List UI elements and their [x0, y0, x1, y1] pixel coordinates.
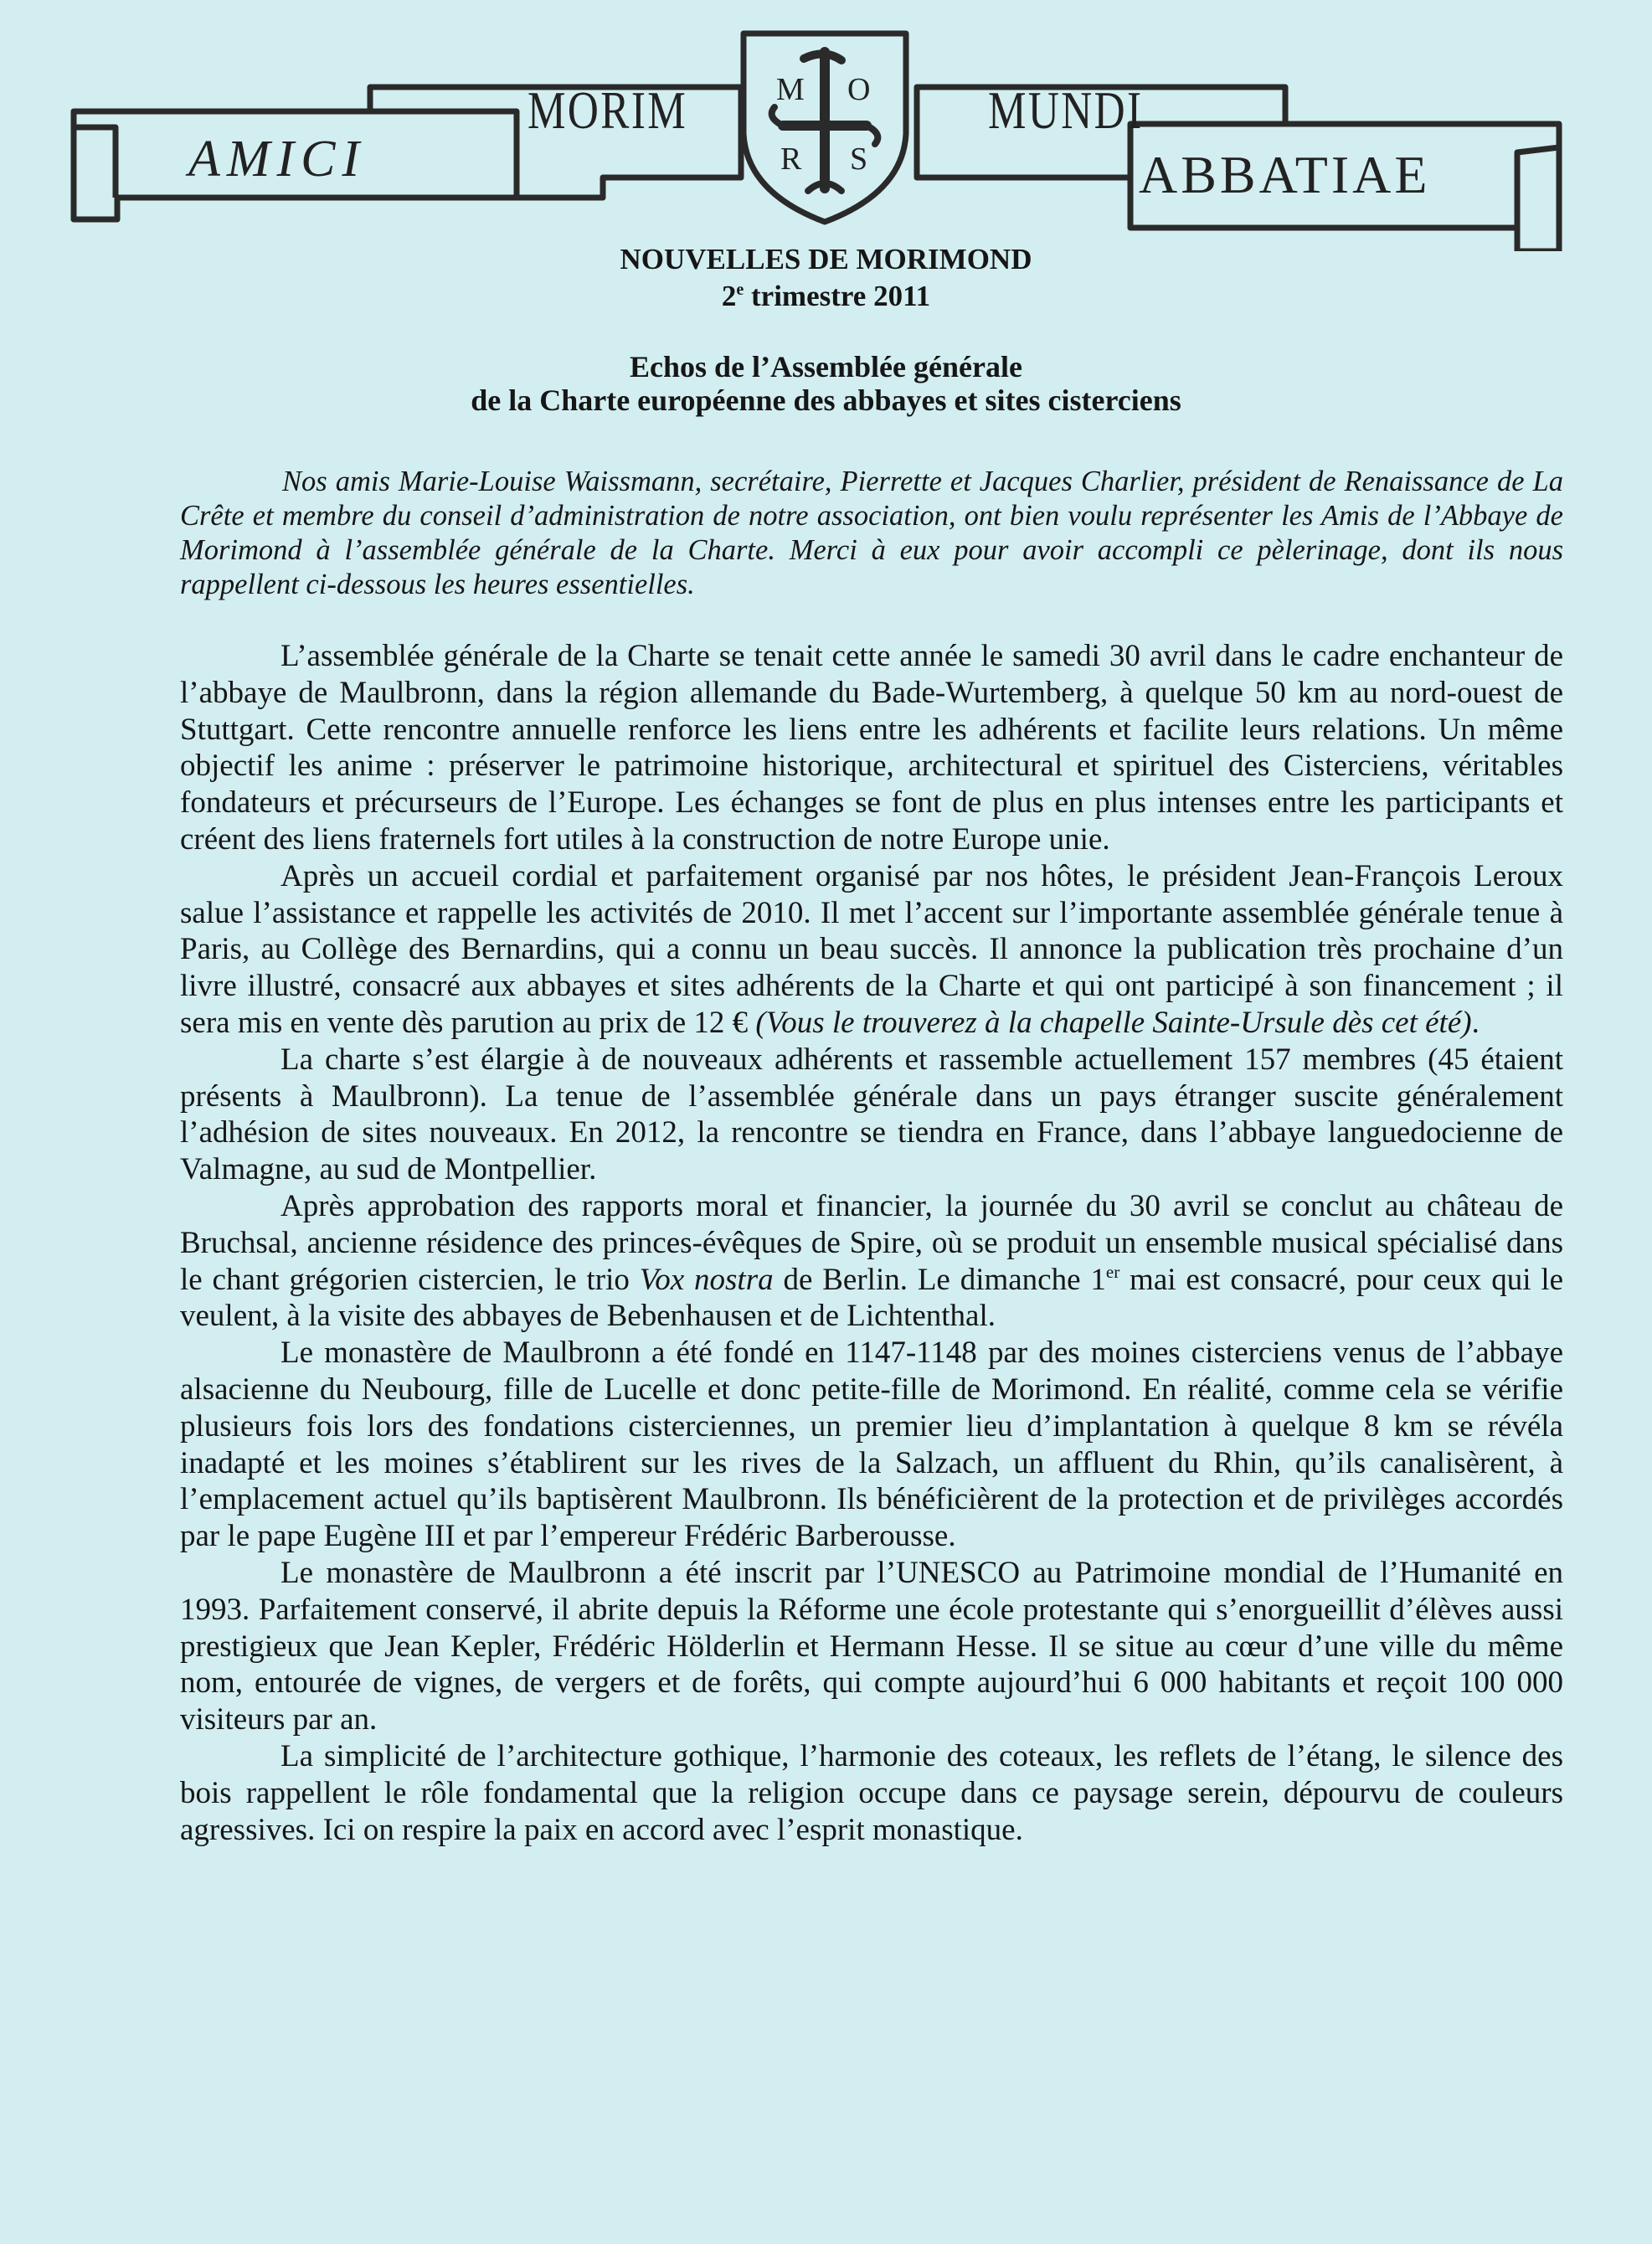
ribbon-label-mundi: MUNDI	[988, 80, 1144, 140]
body-paragraph-7: La simplicité de l’architecture gothique, l’harmonie des coteaux, les reflets de l’étang, le silence des bois rappellent le rôle fondamental que la religion occupe dans ce paysage serein, dépourvu de couleurs agressives. Ici on respire la paix en accord avec l’esprit monastique.	[180, 1738, 1563, 1847]
shield-letter-s: S	[850, 142, 868, 177]
intro-paragraph	[180, 465, 1563, 602]
shield-letter-r: R	[780, 142, 802, 177]
shield-letter-o: O	[847, 72, 871, 107]
newsletter-title: NOUVELLES DE MORIMOND	[620, 243, 1032, 275]
body-paragraph-5: Le monastère de Maulbronn a été fondé en 1147-1148 par des moines cisterciens venus de l’abbaye alsacienne du Neubourg, fille de Lucelle et donc petite-fille de Morimond. En réalité, comme cela se vérifie plusieurs fois lors des fondations cisterciennes, un premier lieu d’implantation à quelque 8 km se révéla inadapté et les moines s’établirent sur les rives de la Salzach, un affluent du Rhin, qu’ils canalisèrent, à l’emplacement actuel qu’ils baptisèrent Maulbronn. Ils bénéficièrent de la protection et de privilèges accordés par le pape Eugène III et par l’empereur Frédéric Barberousse.	[180, 1336, 1563, 1554]
issue-number: 2	[721, 280, 737, 312]
issue-ordinal-suffix: e	[736, 280, 744, 299]
paragraph-4-text-a: Après approbation des rapports moral et financier, la journée du 30 avril se conclut au château de Bruchsal, ancienne résidence des princes-évêques de Spire, où se produit un ensemble musical spécialisé dans le chant grégorien cistercien, le trio	[180, 1188, 1563, 1297]
body-paragraph-6: Le monastère de Maulbronn a été inscrit par l’UNESCO au Patrimoine mondial de l’Humanité en 1993. Parfaitement conservé, il abrite depuis la Réforme une école protestante qui s’enorgueillit d’élèves aussi prestigieux que Jean Kepler, Frédéric Hölderlin et Hermann Hesse. Il se situe au cœur d’une ville du même nom, entourée de vignes, de vergers et de forêts, qui compte aujourd’hui 6 000 habitants et reçoit 100 000 visiteurs par an.	[180, 1555, 1563, 1737]
title-block	[0, 241, 1652, 417]
issue-period	[0, 278, 1652, 315]
body-paragraph-2	[180, 858, 1563, 1042]
paragraph-4-text-b: de Berlin. Le dimanche 1	[773, 1262, 1106, 1297]
paragraph-4-italic-name: Vox nostra	[639, 1262, 774, 1297]
issue-period-text: trimestre 2011	[744, 280, 931, 312]
paragraph-4-ordinal: er	[1105, 1261, 1120, 1282]
article-heading-line2: de la Charte européenne des abbayes et sites cisterciens	[471, 383, 1181, 417]
paragraph-2-text: Après un accueil cordial et parfaitement organisé par nos hôtes, le président Jean-François Leroux salue l’assistance et rappelle les activités de 2010. Il met l’accent sur l’importante assemblée générale tenue à Paris, au Collège des Bernardins, qui a connu un beau succès. Il annonce la publication très prochaine d’un livre illustré, consacré aux abbayes et sites adhérents de la Charte et qui ont participé à son financement ; il sera mis en vente dès parution au prix de 12 €	[180, 858, 1563, 1040]
article-body	[180, 638, 1563, 1848]
ribbon-label-abbatiae: ABBATIAE	[1139, 145, 1431, 204]
paragraph-4-text-c: mai est consacré, pour ceux qui le veulent, à la visite des abbayes de Bebenhausen et de Lichtenthal.	[180, 1262, 1564, 1334]
body-paragraph-4	[180, 1188, 1563, 1335]
paragraph-2-italic-note: (Vous le trouverez à la chapelle Sainte-Ursule dès cet été)	[755, 1005, 1472, 1040]
body-paragraph-1: L’assemblée générale de la Charte se tenait cette année le samedi 30 avril dans le cadre enchanteur de l’abbaye de Maulbronn, dans la région allemande du Bade-Wurtemberg, à quelque 50 km au nord-ouest de Stuttgart. Cette rencontre annuelle renforce les liens entre les adhérents et facilite leurs relations. Un même objectif les anime : préserver le patrimoine historique, architectural et spirituel des Cisterciens, véritables fondateurs et précurseurs de l’Europe. Les échanges se font de plus en plus intenses entre les participants et créent des liens fraternels fort utiles à la construction de notre Europe unie.	[180, 639, 1563, 857]
ribbon-label-morim: MORIM	[528, 80, 688, 140]
intro-text: Nos amis Marie-Louise Waissmann, secrétaire, Pierrette et Jacques Charlier, président de Renaissance de La Crête et membre du conseil d’administration de notre association, ont bien voulu représenter les Amis de l’Abbaye de Morimond à l’assemblée générale de la Charte. Merci à eux pour avoir accompli ce pèlerinage, dont ils nous rappellent ci-dessous les heures essentielles.	[180, 466, 1563, 600]
body-paragraph-3: La charte s’est élargie à de nouveaux adhérents et rassemble actuellement 157 membres (45 étaient présents à Maulbronn). La tenue de l’assemblée générale dans un pays étranger suscite généralement l’adhésion de sites nouveaux. En 2012, la rencontre se tiendra en France, dans l’abbaye languedocienne de Valmagne, au sud de Montpellier.	[180, 1042, 1563, 1187]
ribbon-banner-graphic	[0, 0, 1652, 251]
ribbon-label-amici: AMICI	[188, 131, 367, 188]
masthead-banner	[0, 0, 1652, 251]
paragraph-2-end: .	[1471, 1005, 1480, 1040]
shield-letter-m: M	[776, 72, 805, 107]
article-heading-line1: Echos de l’Assemblée générale	[630, 350, 1022, 383]
